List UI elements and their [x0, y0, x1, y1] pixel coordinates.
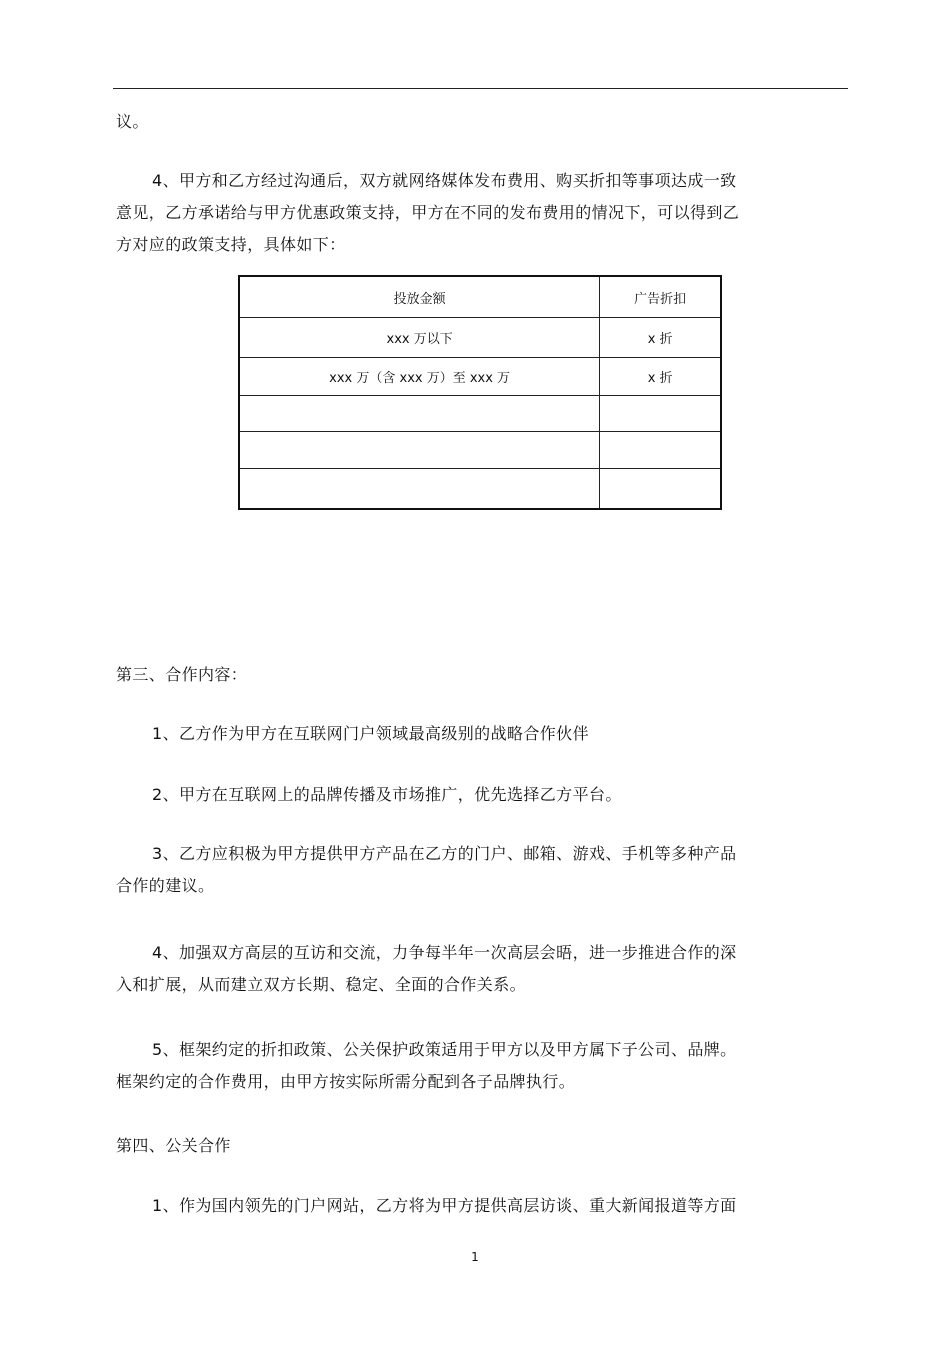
- text-line: 入和扩展，从而建立双方长期、稳定、全面的合作关系。: [116, 975, 527, 994]
- cell-discount: [600, 396, 721, 432]
- cell-discount: [600, 469, 721, 510]
- table-row: [239, 358, 721, 396]
- heading-text: 第四、公关合作: [116, 1136, 231, 1155]
- text-line: 合作的建议。: [116, 876, 215, 895]
- table-row: [239, 318, 721, 358]
- header-amount: 投放金额: [239, 276, 600, 318]
- text-line: 4、甲方和乙方经过沟通后，双方就网络媒体发布费用、购买折扣等事项达成一致: [152, 171, 737, 190]
- heading-text: 第三、合作内容：: [116, 665, 248, 684]
- header-discount: 广告折扣: [600, 276, 721, 318]
- cell-discount: x 折: [600, 358, 721, 396]
- cell-amount: [239, 432, 600, 469]
- section-3-item-2: [116, 779, 800, 811]
- discount-table: [238, 275, 722, 510]
- clause-4-paragraph: [116, 165, 800, 261]
- table-row: [239, 432, 721, 469]
- text-line: 2、甲方在互联网上的品牌传播及市场推广，优先选择乙方平台。: [152, 785, 622, 804]
- cell-amount: [239, 469, 600, 510]
- cell-amount: xxx 万以下: [239, 318, 600, 358]
- text-line: 1、作为国内领先的门户网站，乙方将为甲方提供高层访谈、重大新闻报道等方面: [152, 1196, 737, 1215]
- page-number: 1: [471, 1250, 479, 1264]
- section-4-item-1: [116, 1190, 800, 1222]
- table-header-row: [239, 276, 721, 318]
- section-3-title: [116, 659, 800, 691]
- text-line: 方对应的政策支持，具体如下：: [116, 235, 346, 254]
- text-line: 框架约定的合作费用，由甲方按实际所需分配到各子品牌执行。: [116, 1072, 576, 1091]
- section-3-item-1: [116, 718, 800, 750]
- cell-amount: xxx 万（含 xxx 万）至 xxx 万: [239, 358, 600, 396]
- section-3-item-4: [116, 937, 800, 1001]
- text-line: 意见，乙方承诺给与甲方优惠政策支持，甲方在不同的发布费用的情况下，可以得到乙: [116, 203, 740, 222]
- text-line: 4、加强双方高层的互访和交流，力争每半年一次高层会晤，进一步推进合作的深: [152, 943, 737, 962]
- table-row: [239, 396, 721, 432]
- cell-discount: x 折: [600, 318, 721, 358]
- section-4-title: [116, 1130, 800, 1162]
- section-3-item-5: [116, 1034, 800, 1098]
- text-line: 3、乙方应积极为甲方提供甲方产品在乙方的门户、邮箱、游戏、手机等多种产品: [152, 844, 737, 863]
- paragraph-continuation: [116, 106, 800, 138]
- text-line: 1、乙方作为甲方在互联网门户领域最高级别的战略合作伙伴: [152, 724, 589, 743]
- table-row: [239, 469, 721, 510]
- header-rule: [113, 88, 848, 89]
- section-3-item-3: [116, 838, 800, 902]
- cell-discount: [600, 432, 721, 469]
- cell-amount: [239, 396, 600, 432]
- text-line: 议。: [116, 112, 149, 131]
- text-line: 5、框架约定的折扣政策、公关保护政策适用于甲方以及甲方属下子公司、品牌。: [152, 1040, 737, 1059]
